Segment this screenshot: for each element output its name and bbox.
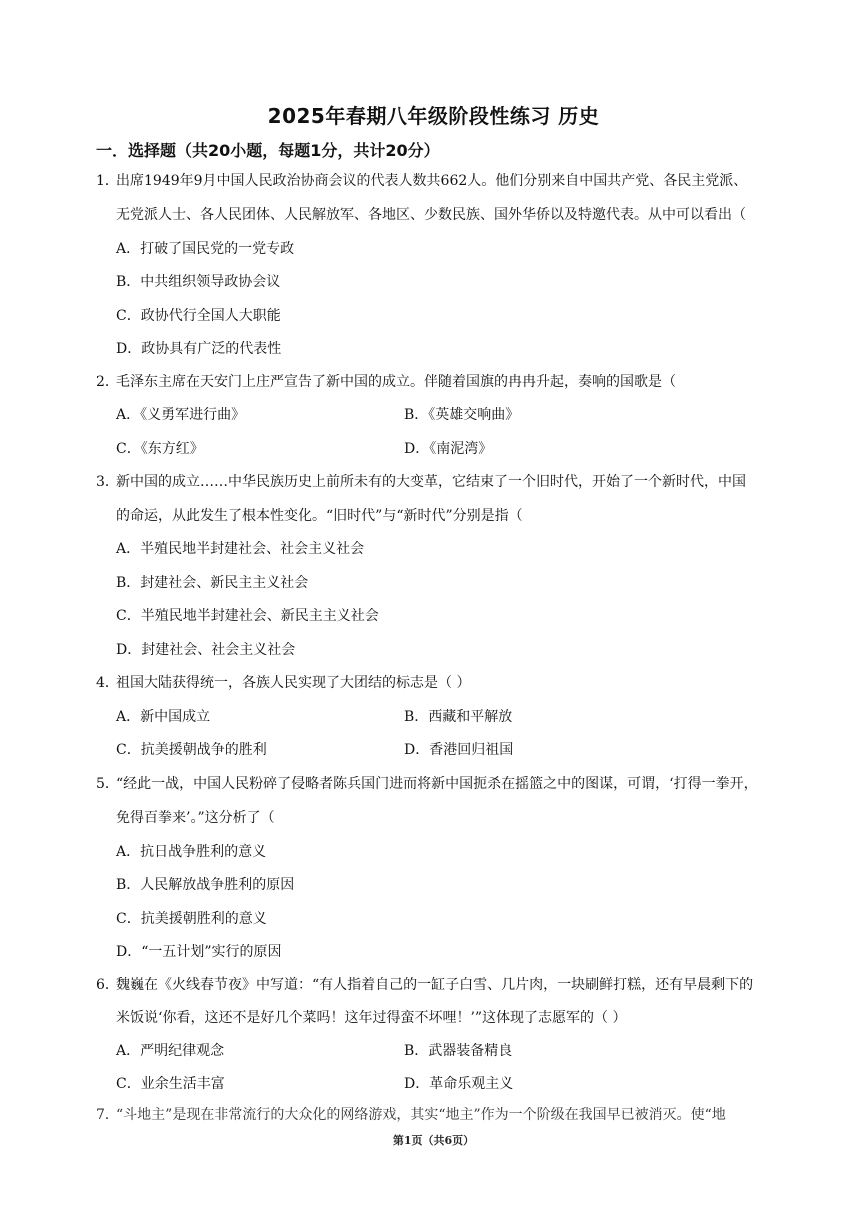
section-heading: 一．选择题（共20小题，每题1分，共计20分） (96, 141, 440, 160)
question-3-line-1: 3．新中国的成立……中华民族历史上前所未有的大变革，它结束了一个旧时代，开始了一个新时代，中国 (96, 474, 746, 490)
question-number: 3． (96, 474, 119, 490)
question-6-line-1: 6．魏巍在《火线春节夜》中写道：“有人指着自己的一缸子白雪、几片肉，一块刷鲜打糕，还有早晨剩下的 (96, 977, 754, 993)
option-d: D．《南泥湾》 (404, 441, 493, 457)
question-number: 7． (96, 1107, 119, 1123)
question-4-line-1: 4．祖国大陆获得统一，各族人民实现了大团结的标志是（ ） (96, 675, 471, 691)
question-1-line-1: 1．出席1949年9月中国人民政治协商会议的代表人数共662人。他们分别来自中国共产党、各民主党派、 (96, 173, 748, 189)
option-c: C．半殖民地半封建社会、新民主主义社会 (116, 608, 379, 624)
option-a: A．新中国成立 (116, 709, 211, 725)
question-number: 1． (96, 173, 119, 189)
option-b: B．武器装备精良 (404, 1043, 513, 1059)
question-5-line-1: 5．“经此一战，中国人民粉碎了侵略者陈兵国门进而将新中国扼杀在摇篮之中的图谋，可谓，‘打得一拳开， (96, 776, 758, 792)
option-d: D．革命乐观主义 (404, 1076, 514, 1092)
option-c: C．抗美援朝战争的胜利 (116, 742, 267, 758)
question-number: 5． (96, 776, 119, 792)
option-d: D．香港回归祖国 (404, 742, 514, 758)
option-c: C．政协代行全国人大职能 (116, 308, 281, 324)
option-a: A．严明纪律观念 (116, 1043, 225, 1059)
option-a: A．半殖民地半封建社会、社会主义社会 (116, 541, 365, 557)
option-b: B．《英雄交响曲》 (404, 407, 520, 423)
option-a: A．《义勇军进行曲》 (116, 407, 246, 423)
option-c: C．《东方红》 (116, 441, 204, 457)
option-c: C．抗美援朝胜利的意义 (116, 911, 267, 927)
page-title: 2025年春期八年级阶段性练习 历史 (267, 104, 600, 128)
question-number: 2． (96, 374, 119, 390)
option-d: D．政协具有广泛的代表性 (116, 341, 282, 357)
option-d: D．封建社会、社会主义社会 (116, 642, 296, 658)
option-b: B．西藏和平解放 (404, 709, 513, 725)
option-a: A．抗日战争胜利的意义 (116, 844, 267, 860)
option-b: B．人民解放战争胜利的原因 (116, 877, 295, 893)
question-number: 4． (96, 675, 119, 691)
question-5-line-2: 免得百拳来’。”这分析了（ (116, 810, 275, 826)
option-b: B．封建社会、新民主主义社会 (116, 575, 309, 591)
page-footer: 第1页（共6页） (392, 1134, 475, 1147)
question-6-line-2: 米饭说‘你看，这还不是好几个菜吗！这年过得蛮不坏哩！’”这体现了志愿军的（ ） (116, 1010, 627, 1026)
question-7-line-1: 7．“斗地主”是现在非常流行的大众化的网络游戏，其实“地主”作为一个阶级在我国早已被消灭。使“地 (96, 1107, 726, 1123)
option-c: C．业余生活丰富 (116, 1076, 225, 1092)
option-a: A．打破了国民党的一党专政 (116, 241, 295, 257)
question-1-line-2: 无党派人士、各人民团体、人民解放军、各地区、少数民族、国外华侨以及特邀代表。从中可以看出（ (116, 207, 746, 223)
question-2-line-1: 2．毛泽东主席在天安门上庄严宣告了新中国的成立。伴随着国旗的冉冉升起，奏响的国歌是（ (96, 374, 676, 390)
option-d: D．“一五计划”实行的原因 (116, 944, 282, 960)
question-number: 6． (96, 977, 119, 993)
option-b: B．中共组织领导政协会议 (116, 274, 281, 290)
question-3-line-2: 的命运，从此发生了根本性变化。“旧时代”与“新时代”分别是指（ (116, 508, 523, 524)
